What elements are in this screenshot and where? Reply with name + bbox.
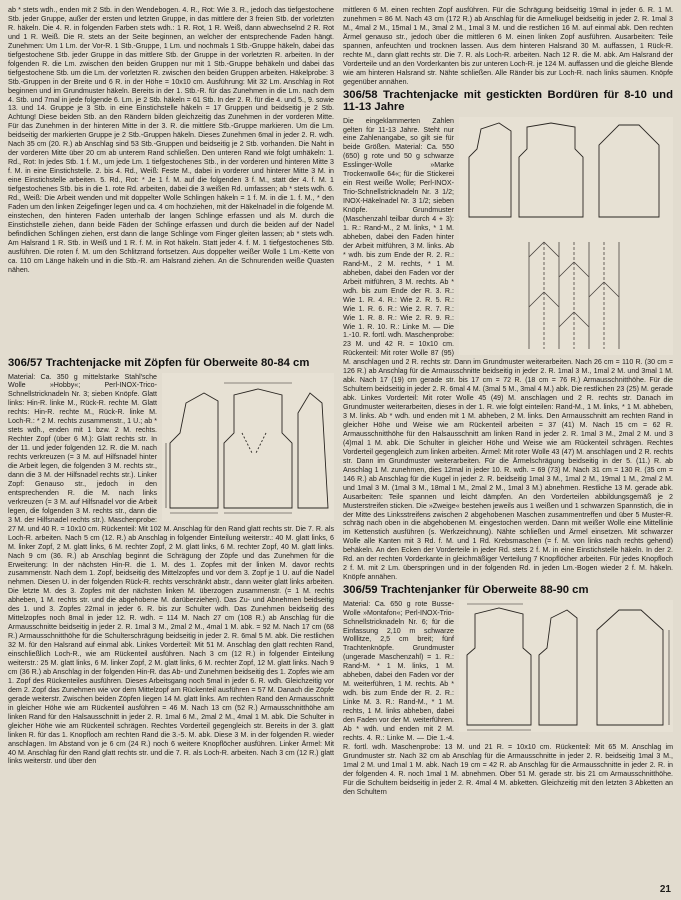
pattern-title-306-59: 306/59 Trachtenjanker für Oberweite 88-90 cm: [343, 584, 589, 597]
pattern-body-306-59: Material: Ca. 650 g rote Busse-Wolle »Montafon«; Perl-INOX-Trio-Schnellstricknadeln Nr. 6; für die Einfassung 2,10 m schwarze Wolllitze, 2,5 cm breit; fünf Trachtenknöpfe. Grundmuster (ungerade Maschenzahl) = 1. R.: Rand-M. * 1 M. links, 1 M. abheben, dabei den Faden vor der M. weiterführen, 1 M. rechts. Ab * wdh. bis zum Ende der R. 2. R.: Linke M. 3. R.: Rand-M., * 1 M. rechts, 1 M. links abheben, dabei den Faden vor der M. weiterführen. Ab * wdh. und enden mit 2 M. rechts. 4. R.: Linke M. — Die 1.-4. R. fortl. wdh. Maschenprobe: 13 M. und 21 R. = 10x10 cm. Rückenteil: Mit 65 M. Anschlag im Grundmuster str. Nach 32 cm ab Anschlag für die Armausschnitte in jeder 2. R. beidseitig 1mal 3 M., 1mal 2 M. und 1mal 1 M. abk. Nach 19 cm = 42 R. ab Anschlag für die Armausschnitte in jeder 2. R. in der folgenden 4. R. noch 1mal 1 M. abnehmen. Ober 51 M. gerade str. bis 21 cm Armausschnitthöhe. Für die Schultern beidseitig in jeder 2. R. 4mal 4 M. abketten. Gleichzeitig mit den letzten 3 Abketten an den Schultern: [343, 599, 673, 796]
pattern-title-306-57: 306/57 Trachtenjacke mit Zöpfen für Oberweite 80-84 cm: [8, 357, 310, 369]
schematic-figure-306-57: [162, 373, 334, 521]
page-number: 21: [659, 884, 671, 895]
continuation-text-right: mittleren 6 M. einen rechten Zopf ausführen. Für die Schrägung beidseitig 19mal in jeder 6. R. 1 M. zunehmen = 86 M. Nach 43 cm (172 R.) ab Anschlag für die Armelkugel beidseitig in jeder 2. R. 1mal 3 M., 4mal 2 M., 15mal 1 M., 3mal 2 M., 1mal 3 M. und die restlichen 16 M. auf einmal abk. Den rechten Ärmel genauso str., jedoch über die mittleren 6 M. einen linken Zopf ausführen. Ausarbeiten: Teile spannen, anfeuchten und trocknen lassen. Aus dem hinteren Halsrand 30 M. auffassen, 1 Rück-R. rechte M., dann glatt rechts str. Die 7. R. als Loch-R. arbeiten. Nach 12 R. die M. abk. Am Halsrand der Vorderteile und an den Vorderkanten bis zur unteren Loch-R. je 124 M. auffassen und die gleiche Blende wie am hinteren Halsrand str. Nähte schließen. Alle Ränder bis zur Loch-R. nach links säumen. Knöpfe gegenüber annähen.: [343, 6, 673, 86]
schematic-figure-306-59: [459, 600, 673, 732]
garment-schematic-306-58: [459, 117, 673, 355]
pattern-body-306-57: Material: Ca. 350 g mittelstarke Stahl'sche Wolle »Hobby«; Perl-INOX-Trico-Schnellstricknadeln Nr. 3; sieben Knöpfe. Glatt links: Hin-R. linke M., Rück-R. rechte M. Glatt rechts: Hin-R. rechte M., Rück-R. linke M. Loch-R.: * 2 M. rechts zusammenstr., 1 U.; ab * stets wdh., enden mit 1 bzw. 2 M. rechts. Rechter Zopf (über 6 M.): Glatt rechts str. In der 11. und jeder folgenden 12. R. die M. nach rechts verkreuzen (= 3 M. auf Hilfsnadel hinter die Arbeit legen, die folgenden 3 M. rechts str., dann die 3 M. der Hilfsnadel rechts str.). Linker Zopf: Genauso str., jedoch in den entsprechenden R. die M. nach links verkreuzen (= 3 M. auf Hilfsnadel vor die Arbeit legen, die folgenden 3 M. rechts str., dann die 3 M. der Hilfsnadel rechts str.). Maschenprobe: 27 M. und 40 R. = 10x10 cm. Rückenteil: Mit 102 M. Anschlag für den Rand glatt rechts str. Die 7. R. als Loch-R. arbeiten. Nach 5 cm (12. R.) ab Anschlag in folgender Einteilung weiterstr.: 40 M. glatt links, 6 M. linker Zopf, 2 M. glatt links, 6 M. rechter Zopf, 2 M. glatt links, 6 M. rechter Zopf, 40 M. glatt links. Nach 9 cm (36. R.) ab Anschlag beginnt die Schrägung der Zöpfe und das Zunehmen für die Erweiterung: In der nächsten Hin-R. die 1. M. des 1. Zopfes mit der linken M. davor rechts zusammenstr. Nach dem 1. Zopf, beidseitig des Mittelzopfes und vor dem 3. Zopf je 1 U. auf die Nadel nehmen. Diesen U. in der folgenden Rück-R. rechts verschränkt abstr., dann weiter glatt links arbeiten. Die letzte M. des 3. Zopfes mit der nächsten linken M. überzogen zusammenstr. (= 1 M. rechts abheben, 1 M. rechts str. und die abgehobene M. darüberziehen). Das Zu- und Abnehmen beidseitig des 1. und 3. Zopfes 22mal in jeder 6. R. bis zur Schulter wdh. Das Zunehmen beidseitig des Mittelzopfes noch 8mal in jeder 12. R. wdh. = 114 M. Nach 27 cm (108 R.) ab Anschlag für die Armausschnitte beidseitig in jeder 2. R. 1mal 3 M., 2mal 2 M., 4mal 1 M. abk. = 92 M. Nach 17 cm (68 R.) Armausschnitthöhe für die Schulterschrägung beidseitig in jeder 2. R. 6mal 5 M. abk. Die restlichen 32 M. für den Halsrand auf einmal abk. Linkes Vorderteil: Mit 51 M. Anschlag den glatt rechten Rand, einschließlich Loch-R., wie am Rückenteil ausführen. Nach 3 cm (12 R.) in folgender Einteilung weiterstr.: 25 M. glatt links, 6 M. linker Zopf, 2 M. glatt links, 6 M. rechter Zopf, 12 M. glatt links. Nach 9 cm (36 R.) ab Anschlag in der folgenden Hin-R. das Ab- und Zunehmen beidseitig des 1. Zopfes wie am 1. Zopf des Rückenteiles ausführen. Dieses Arbeitsgang noch 5mal in jeder 6. R. wdh. Gleichzeitig vor dem 2. Zopf das Zunehmen wie vor dem Mittelzopf am Rückenteil ausführen = 57 M. Danach die Zöpfe gerade weiterstr. Zwischen beiden Zöpfen liegen 14 M. glatt links. Am rechten Rand den Armausschnitt in gleicher Höhe wie am Rückenteil ausführen = 46 M. Nach 13 cm (52 R.) Armausschnitthöhe am linken Rand für den Halsausschnitt in jeder 2. R. 1mal 6 M., 2mal 2 M., 4mal 1 M. abk. Die Schulter in gleicher Höhe wie am Rückenteil schrägen. Rechtes Vorderteil gegengleich str. Bereits in der 3. glatt linken R. für das 1. Knopfloch am rechten Rand die 3.-5. M. abk. Diese 3 M. in der folgenden R. wieder anschlagen. Im Abstand von je 6 cm (24 R.) noch 6 weitere Knopflöcher ausführen. Linker Ärmel: Mit 40 M. Anschlag für den Rand glatt rechts str. und die 7. R. als Loch-R. arbeiten. Nach 3 cm (12 R.) glatt links weiterstr. und über den: [8, 372, 334, 766]
right-column: [343, 6, 673, 896]
garment-schematic-306-57: [162, 373, 334, 521]
pattern-306-57: [8, 355, 334, 895]
continuation-text: ab * stets wdh., enden mit 2 Stb. in den Wendebogen. 4. R., Rot: Wie 3. R., jedoch das tiefgestochene Stb. jeder Gruppe, außer der ersten und letzten Gruppe, in das mittlere der 3 freien Stb. der vorletzten R. häkeln. Die 4. R. in folgenden Farben stets wdh.: 1 R. Rot, 1 R. Weiß, dann abwechselnd 2 R. Rot und 1 R. Weiß. Die R. stets an der Seite beginnen, an welcher der entsprechende Faden hängt. Zunehmen: Um 1 Lm. der Vor-R. 1 Stb.-Gruppe, 1 Lm. und nochmals 1 Stb.-Gruppe häkeln, dabei das tiefgestochene Stb. jeder Gruppe in das mittlere Stb. der Gruppe in der vorletzten R. arbeiten. In der folgenden R. die Lm. zwischen den beiden Gruppen nur mit 1 Stb.-Gruppe behäkeln und dabei das tiefgestochene Stb. um die Lm. der vorletzten R. zwischen den beiden Gruppen arbeiten. Häkelprobe: 3 Stb.-Gruppen in der Breite und 6 R. in der Höhe = 10x10 cm. Ausführung: Mit 32 Lm. Anschlag in Rot beginnen und im Grundmuster häkeln. Bereits in der 1. Stb.-R. für das Zunehmen in die Lm. nach dem 4. Stb. und 7mal in jede folgende 6. Lm. je 2 Stb. häkeln = 61 Stb. In der 2. R. für die 4. und 5., 9. sowie 13. und 14. Gruppe je 3 Stb. in eine Einstichstelle häkeln = 17 Gruppen und beidseitig je 2 Stb. Achtung! Diese beiden Stb. an den Rändern bilden gleichzeitig das Zunehmen in der vorderen Mitte. Für das Zunehmen in der hinteren Mitte in der 3. R. die mittlere Stb.-Gruppe markieren. Um die Lm. beidseitig der markierten Gruppe je 2 Stb.-Gruppen häkeln. Dieses Zunehmen 6mal in jeder 2. R. wdh. Nach 35 cm (20. R.) ab Anschlag sind 53 Stb.-Gruppen und beidseitig je 2 Stb. vorhanden. Die Naht in der vorderen Mitte über 20 cm ab unterem Rand schließen. Den unteren Rand wie folgt umhäkeln: 1. Rd., Rot: In jedes Stb. 1 f. M., um jede Lm. 1 tiefgestochenes Stb., in der vorderen und hinteren Mitte 3 f. M. in eine Einstichstelle. 2. bis 4. Rd., Weiß: Feste M., dabei in vorderer und hinterer Mitte 3 M. in eine Einstichstelle arbeiten. 5. Rd., Rot: * Je 1 f. M. auf die folgenden 3 f. M., statt der 4. f. M. 1 tiefgestochenes Stb. bis in die 1. rote Rd. arbeiten, dabei die 3 weißen Rd. umfassen; ab * stets wdh. 6. Rd., Weiß: Die Arbeit wenden und mit doppelter Wolle Schlingen häkeln = 1 f. M. in die 1. f. M., * den Faden um den linken Zeigefinger legen und ca. 4 cm hochziehen, mit der Häkelnadel in die folgende M. einstechen, den hinteren Faden unterhalb der langen Schlinge erfassen und als M. durch die Einstichstelle ziehen, dann beide Fäden der Schlinge erfassen und durch die beiden auf der Nadel befindlichen Schlingen ziehen, erst dann die lange Schlinge vom Finger gleiten lassen; ab * stets wdh. Am Halsrand 1 R. Stb. in Weiß und 1 R. f. M. in Rot häkeln. Statt jeder 4. f. M. 1 tiefgestochenes Stb. ausführen. Die roten f. M. um den Schlitzrand fortsetzen. Aus doppelter weißer Wolle 1 Lm.-Kette von ca. 110 cm Länge häkeln und in die Stb.-R. am Halsrand ziehen. An die Schnurenden weiße Quasten nähen.: [8, 6, 334, 274]
left-column-continuation: [8, 6, 334, 352]
schematic-figure-306-58: [459, 117, 673, 355]
pattern-title-306-58: 306/58 Trachtenjacke mit gestickten Bordüren für 8-10 und 11-13 Jahre: [343, 88, 673, 114]
pattern-body-306-58: Die eingeklammerten Zahlen gelten für 11-13 Jahre. Steht nur eine Zahlenangabe, so gilt sie für beide Größen. Material: Ca. 550 (650) g rote und 50 g schwarze Esslinger-Wolle »Marke Trockenwolle 64«; für die Stickerei ein Rest weiße Wolle; Perl-INOX-Trio-Schnellstricknadeln Nr. 3 1/2; INOX-Häkelnadel Nr. 3 1/2; sieben Knöpfe. Grundmuster (Maschenzahl teilbar durch 4 + 3): 1. R.: Rand-M., 2 M. links, * 1 M. abheben, dabei den Faden hinter der Arbeit mitführen, 3 M. links. Ab * wdh. bis zum Ende der R. 2. R.: Rand-M., 2 M. rechts, * 1 M. abheben, dabei den Faden vor der Arbeit mitführen, 3 M. rechts. Ab * wdh. bis zum Ende der R. 3. R.: Wie 1. R. 4. R.: Wie 2. R. 5. R.: Wie 1. R. 6. R.: Wie 2. R. 7. R.: Wie 1. R. 8. R.: Wie 2. R. 9. R.: Wie 1. R. 10. R.: Linke M. — Die 1.-10. R. fortl. wdh. Maschenprobe: 23 M. und 42 R. = 10x10 cm. Rückenteil: Mit roter Wolle 87 (95) M. anschlagen und 2 R. rechts str. Dann im Grundmuster weiterarbeiten. Nach 26 cm = 110 R. (30 cm = 126 R.) ab Anschlag für die Armausschnitte beidseitig in jeder 2. R. 1mal 3 M., 1mal 2 M. und 3mal 1 M. abk. Nach 17 (19) cm gerade str. bis 17 cm = 72 R. (18 cm = 76 R.) Armausschnitthöhe. Für die Schultern beidseitig in jeder 2. R. 6mal 4 M. (3mal 5 M., 3mal 4 M.) abk. Die restlichen 23 (25) M. gerade abk. Linkes Vorderteil: Mit roter Wolle 45 (49) M. anschlagen und 2 R. rechts str. Danach im Grundmuster weiterarbeiten, dieses in der 1. R. wie folgt einteilen: Rand-M., 1 M. links, * 1 M. abheben, 3 M. links. Ab * wdh. und enden mit 1 M. abheben, 2 M. links. Den Armausschnitt am rechten Rand in gleicher Höhe und Weise wie am Rückenteil arbeiten = 37 (41) M. Nach 15 cm = 62 R. Armausschnitthöhe für den Halsausschnitt am linken Rand in jeder 2. R. 1mal 3 M., 2mal 2 M. und 3 (4)mal 1 M. abk. Die Schulter in gleicher Höhe und Weise wie am Rückenteil schrägen. Rechtes Vorderteil gegengleich zum linken arbeiten. Ärmel: Mit roter Wolle 43 (47) M. anschlagen und 2 R. rechts str. Dann im Grundmuster weiterarbeiten. Für die Ärmelschrägung beidseitig in der 5. (11.) R. ab Anschlag 1 M. zunehmen, dies 12mal in jeder 10. R. wdh. = 69 (73) M. Nach 31 cm = 130 R. (35 cm = 146 R.) ab Anschlag für die Kugel in jeder 2. R. beidseitig 1mal 3 M., 1mal 2 M., 19mal 1 M., 2mal 2 M. und 1mal 3 M. (1mal 3 M., 18mal 1 M., 2mal 2 M., 1mal 3 M.) abnehmen. Restliche 13 M. gerade abk. Ausarbeiten: Teile spannen und leicht dämpfen. An den Vorderteilen abbildungsgemäß je 2 Musterstreifen sticken. Die »Zweige« bestehen jeweils aus 1 weißen und 1 schwarzen Spannstich, die in der Mitte des Linksstreifens zwischen 2 abgehobenen Maschen zusammentreffen und über 5 Muster-R. schräg nach oben in die abgehobenen M. eingestochen werden. Dann mit weißer Wolle eine Mittellinie im Kettenstich ausführen (s. Werkzeichnung). Nähte schließen und Ärmel einsetzen. Mit schwarzer Wolle alle Kanten mit 3 Rd. f. M. und 1 Rd. Krebsmaschen (= f. M. von links nach rechts gehend) behäkeln. An den Ecken der Vorderteile in jeder Rd. stets 2 f. M. in eine Einstichstelle häkeln. In der 2. Rd. an der rechten Vorderkante in gleichmäßiger Verteilung 7 Knopflöcher arbeiten. Für jedes Knopfloch 2 f. M. mit 2 Lm. überspringen und in der folgenden Rd. in jeden Lm.-Bogen wieder 2 f. M. häkeln. Knöpfe annähen.: [343, 116, 673, 582]
garment-schematic-306-59: [459, 600, 673, 732]
